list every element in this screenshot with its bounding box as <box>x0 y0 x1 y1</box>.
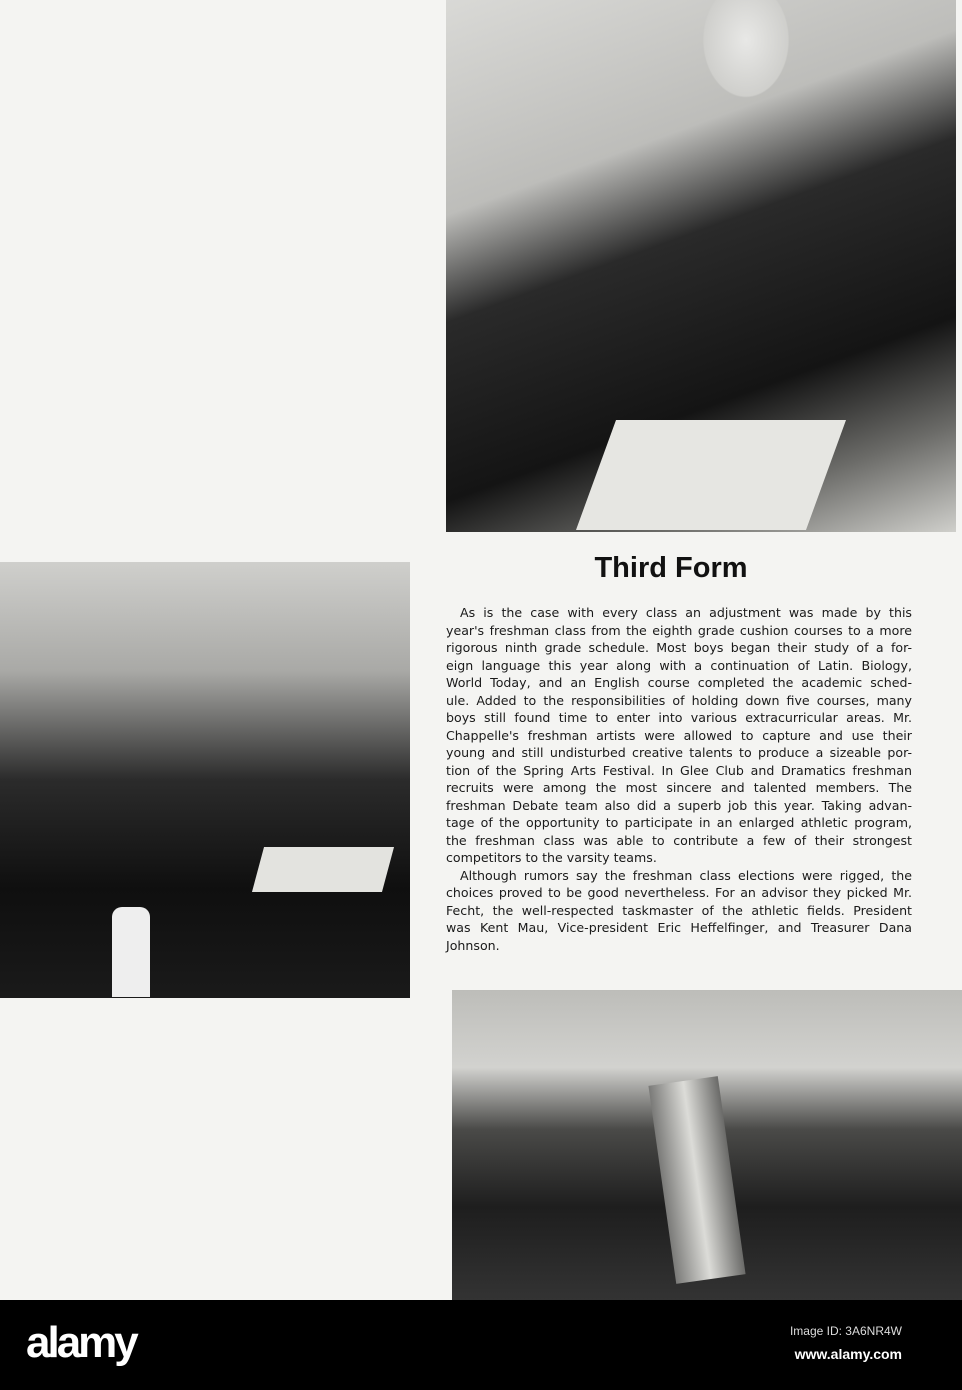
text-line: rigorous ninth grade schedule. Most boys began their study of a for- <box>446 640 912 655</box>
text-line: competitors to the varsity teams. <box>446 850 657 865</box>
watermark-footer <box>0 1300 962 1390</box>
article-body <box>446 604 912 954</box>
text-line: Johnson. <box>446 937 500 953</box>
article-paragraph <box>446 604 912 867</box>
text-line: freshman Debate team also did a superb job this year. Taking advan- <box>446 797 912 813</box>
text-line: recruits were among the most sincere and talented members. The <box>446 780 912 795</box>
text-line: was Kent Mau, Vice-president Eric Heffelfinger, and Treasurer Dana <box>446 920 912 935</box>
text-line: ule. Added to the responsibilities of holding down five courses, many <box>446 692 912 708</box>
text-line: year's freshman class from the eighth grade cushion courses to a more <box>446 622 912 638</box>
text-line: boys still found time to enter into various extracurricular areas. Mr. <box>446 710 912 725</box>
text-line: eign language this year along with a continuation of Latin. Biology, <box>446 657 912 673</box>
text-line: World Today, and an English course completed the academic sched- <box>446 675 912 690</box>
text-line: tion of the Spring Arts Festival. In Glee Club and Dramatics freshman <box>446 762 912 778</box>
text-line: the freshman class was able to contribute a few of their strongest <box>446 832 912 848</box>
text-line: choices proved to be good nevertheless. For an advisor they picked Mr. <box>446 885 912 900</box>
text-line: Chappelle's freshman artists were allowed to capture and use their <box>446 727 912 743</box>
site-link[interactable]: www.alamy.com <box>794 1346 902 1362</box>
text-line: As is the case with every class an adjustment was made by this <box>460 605 912 620</box>
laboratory-photo <box>0 562 410 998</box>
science-class-photo <box>452 990 962 1300</box>
classroom-photo <box>446 0 956 532</box>
article-title: Third Form <box>594 552 748 584</box>
article-paragraph <box>446 867 912 955</box>
text-line: Fecht, the well-respected taskmaster of the athletic fields. President <box>446 902 912 918</box>
image-id-label: Image ID: 3A6NR4W <box>789 1324 902 1338</box>
alamy-logo: alamy <box>26 1318 136 1367</box>
text-line: tage of the opportunity to participate in an enlarged athletic program, <box>446 815 912 830</box>
text-line: young and still undisturbed creative talents to produce a sizeable por- <box>446 745 912 760</box>
text-line: Although rumors say the freshman class elections were rigged, the <box>460 867 912 883</box>
